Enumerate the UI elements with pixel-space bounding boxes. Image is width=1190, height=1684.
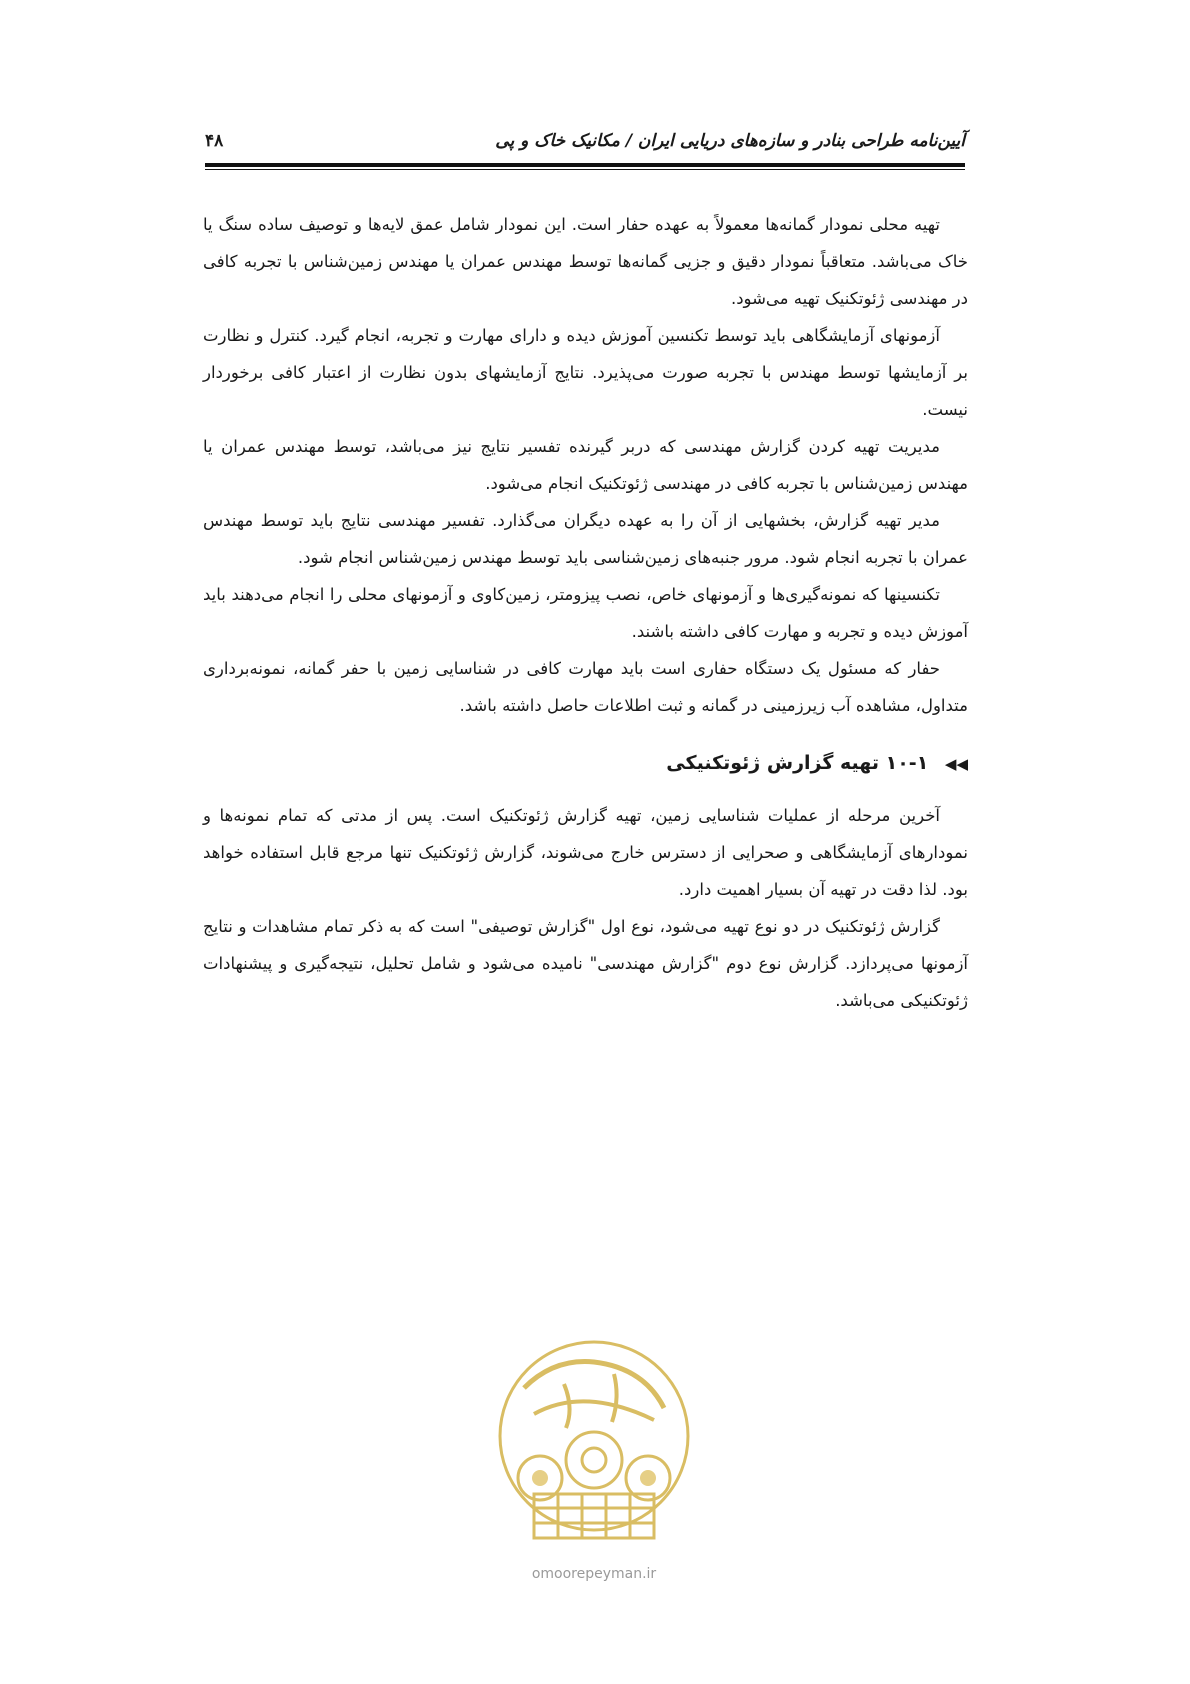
section-heading bbox=[203, 748, 968, 779]
double-arrow-icon: ◀◀ bbox=[944, 755, 968, 773]
paragraph: تکنسینها که نمونه‌گیری‌ها و آزمونهای خاص، نصب پیزومتر، زمین‌کاوی و آزمونهای محلی را انجام می‌دهند باید آموزش دیده و تجربه و مهارت کافی داشته باشند. bbox=[203, 585, 968, 641]
watermark-logo bbox=[494, 1328, 694, 1564]
header-rule-thin bbox=[205, 169, 965, 170]
page-body bbox=[203, 206, 968, 1019]
watermark-url: omoorepeyman.ir bbox=[531, 1566, 657, 1582]
section-number: ۱۰-۱ bbox=[885, 752, 929, 774]
page-header bbox=[205, 128, 965, 158]
paragraph: تهیه محلی نمودار گمانه‌ها معمولاً به عهده حفار است. این نمودار شامل عمق لایه‌ها و توصیف ساده سنگ یا خاک می‌باشد. متعاقباً نمودار دقیق و جزیی گمانه‌ها توسط مهندس عمران یا مهندس زمین‌شناس با تجربه کافی در مهندسی ژئوتکنیک تهیه می‌شود. bbox=[203, 215, 968, 308]
watermark-emblem bbox=[494, 1328, 694, 1564]
paragraph: مدیریت تهیه کردن گزارش مهندسی که دربر گیرنده تفسیر نتایج نیز می‌باشد، توسط مهندس عمران یا مهندس زمین‌شناس با تجربه کافی در مهندسی ژئوتکنیک انجام می‌شود. bbox=[203, 437, 968, 493]
paragraph: مدیر تهیه گزارش، بخشهایی از آن را به عهده دیگران می‌گذارد. تفسیر مهندسی نتایج باید توسط مهندس عمران با تجربه انجام شود. مرور جنبه‌های زمین‌شناسی باید توسط مهندس زمین‌شناس انجام شود. bbox=[203, 511, 968, 567]
paragraph: آخرین مرحله از عملیات شناسایی زمین، تهیه گزارش ژئوتکنیک است. پس از مدتی که تمام نمونه‌ها و نمودارهای آزمایشگاهی و صحرایی از دسترس خارج می‌شوند، گزارش ژئوتکنیک تنها مرجع قابل استفاده خواهد بود. لذا دقت در تهیه آن بسیار اهمیت دارد. bbox=[203, 806, 968, 899]
paragraph: آزمونهای آزمایشگاهی باید توسط تکنسین آموزش دیده و دارای مهارت و تجربه، انجام گیرد. کنترل و نظارت بر آزمایشها توسط مهندس با تجربه صورت می‌پذیرد. نتایج آزمایشهای بدون نظارت از اعتبار کافی برخوردار نیست. bbox=[203, 326, 968, 419]
header-rule bbox=[205, 163, 965, 167]
section-title: تهیه گزارش ژئوتکنیکی bbox=[666, 752, 879, 774]
running-title: آیین‌نامه طراحی بنادر و سازه‌های دریایی ایران / مکانیک خاک و پی bbox=[495, 131, 965, 151]
page-number: ۴۸ bbox=[205, 131, 224, 151]
paragraph: گزارش ژئوتکنیک در دو نوع تهیه می‌شود، نوع اول "گزارش توصیفی" است که به ذکر تمام مشاهدات و نتایج آزمونها می‌پردازد. گزارش نوع دوم "گزارش مهندسی" نامیده می‌شود و شامل تحلیل، نتیجه‌گیری و پیشنهادات ژئوتکنیکی می‌باشد. bbox=[203, 917, 968, 1010]
paragraph: حفار که مسئول یک دستگاه حفاری است باید مهارت کافی در شناسایی زمین با حفر گمانه، نمونه‌برداری متداول، مشاهده آب زیرزمینی در گمانه و ثبت اطلاعات حاصل داشته باشد. bbox=[203, 659, 968, 715]
